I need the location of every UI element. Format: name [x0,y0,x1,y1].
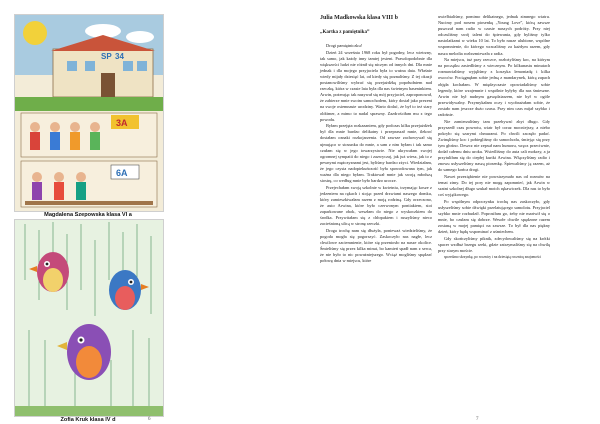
class-3a-label: 3A [116,118,128,128]
footnote: sprzedano skrzynkę, po rocznicy i na dziesiątą rocznicę znajomości [444,254,542,259]
text-column-1 [320,14,432,265]
drawing-2-caption: Zofia Kruk klasa IV d [60,417,116,423]
class-6a-label: 6A [116,168,128,178]
paragraph: Gdy skończyliśmy piknik, zdecydowaliśmy się na krótki spacer wzdłuż brzegu rzeki, gdzie zatrzymaliśmy się na chwilę przy starym moście. [438,235,550,254]
paragraph: Dzień 24 września 1968 roku był pogodny, lecz wietrzny, tak samo, jak każdy inny tamtej jesieni. Prawdopodobnie dla większości ludzi nie różnił się niczym od innych dni. Dla mnie jednak i dla mojego przyjaciela była to ważna data. Właśnie wtedy mijały dziesięć lat, od kiedy się poznaliśmy. Z tej okazji postanowiliśmy wybrać się przejażdżkę popołudniem nad rzeczkę, która w czasie lata była dla nas świetnym baseninkiem. Arwin, pożerając tak nazywał się mój przyjaciel, zaproponował, że zabierze mnie swoim samochodem, który dostał jako prezent na swoje osiemnaste urodziny. Warto dodać, że był to też stary oldtimer, a mimo to nadal sprawny. Zazdrościłam mu z tego powodu. [320,49,432,122]
number-label: 34 [115,52,124,61]
school-drawing-art [15,15,163,211]
paragraph: Droga trochę nam się dłużyła, ponieważ wiedzieliśmy, że pogoda mogła się pogorszyć. Zaskoczyło nas nagłe, lecz chwilowe zaciemnienie, które się przeniosło na nasze okolice. Śmieliśmy się przez kilka minut, bo kamień spadł nam z serca, że nie było to nic poważniejszego. Wciąż mogliśmy spędzać połowę dnia w miejscu, które [320,227,432,264]
greeting: Drogi pamiętniczku! [326,43,363,48]
drawing-1-caption: Magdalena Szepowska klasa VI a [44,212,132,218]
school-drawing [14,14,164,212]
page-number-right: 7 [476,417,479,422]
author-heading: Julia Madkowska klasa VIII b [320,15,398,21]
birds-drawing-art [15,220,163,416]
page-number-left: 6 [148,417,151,422]
paragraph: Po wspólnym odpoczynku trochę nas zaskoczyło, gdy usłyszeliśmy sobie dźwięki przelatującego samolotu. Przyjaciel szybko mnie rozbudził. Poprosiłam go, żeby nie martwił się o mnie, bo czułam się dobrze. Wesołe chwile spędzone razem zostaną w mojej pamięci na zawsze. To był dla nas piękny dzień, który będę wspominać z uśmiechem. [438,198,550,235]
right-page [300,0,600,424]
article-title: „Kartka z pamiętnika” [320,30,370,35]
birds-in-rain-drawing [14,219,164,417]
paragraph: Nawet przeziębienie nie powstrzymało nas od rozmów na temat zimy. Do tej pory nie mogę zapomnieć, jak Arwin w szatni szkolnej długo szukał moich rękawiczek. Dla nas to było coś wyjątkowego. [438,173,550,198]
paragraph: Nie zamierzaliśmy tam przebywać zbyt długo. Gdy przyszedł czas powrotu, wiatr był coraz mocniejszy, a niebo pokryło się szarymi chmurami. Po chwili zaczęło padać. Zwinęliśmy koc i pobiegliśmy do samochodu, śmiejąc się przy tym głośno. Deszcz nie zepsuł nam humoru, wręcz przeciwnie, dodał całemu dniu uroku. Wsiedliśmy do auta cali mokrzy, a ja przytuliłam się do ciepłej kurtki Arwina. Włączyliśmy radio i znowu usłyszeliśmy naszą piosenkę. Śpiewaliśmy ją razem, aż do samego końca drogi. [438,118,550,173]
text-column-2 [438,14,550,260]
paragraph: Przejechałam swoją szkolnie w kwietniu, trzymając kosze z jedzeniem na rękach i stojąc przed drzwiami naszego domku, który zamieszkiwałam razem z moją rodziną. Gdy orzeczono, że auto Arwina, które było czerwonym pontiakiem, stoi zaparkowane obok, weszłam do niego z wyskoczkiem do środka. Przywitałam się z chłopakiem i ruszyliśmy nieco zacieśnioną ulicą w stronę rzeczki. [320,184,432,227]
sp-label: SP [101,52,112,61]
paragraph: Na miejscu, tuż przy rzeczce, rozłożyliśmy koc, na którym na początku zasiedliśmy z wiecznym. Po kilkunastu minutach rozmawialiśmy wyjęliśmy z koszyka lemoniadę i kilka owoców. Pociągnęłam sobie jedną z mandarynek, którą zapach objęła kochałam. W międzyczasie opowiadaliśmy sobie legendy, które wzajemnie i wspólnie byłyby dla nas śmieszne. Arwin nie był nudnym gawędziarzem, nie był w ogóle przewidywalny. Przymykałam oczy i wyobrażałam sobie, że zostało nam jeszcze dużo czasu. Przy nim czas mijał szybko i radośnie. [438,57,550,117]
paragraph: uwielbialiśmy, pomimo delikatnego, jednak zimnego wiatru. Nucimy pod nosem piosenkę „Young Love”, którą zawsze puszczał nam radio w czasie naszych podróży. Przy niej odczuliśmy swój talent do śpiewania, gdy byliśmy tylko nastolatkami w wieku 10 lat. To było nasze ulubione, wspólne wspomnienie, do którego wracaliśmy za każdym razem, gdy nasza melodia rozbrzmiewała z radia. [438,14,550,56]
paragraph: Byłam przejęta rozkazaniem, gdy podczas kilku przejażdżek był dla mnie bardzo delikatny i przepraszał mnie, ilekroć dostałam oznaki rozkojarzenia. Od zawsze zachowywał się ujmująco w stosunku do mnie, a sam z nim byłam i tak samo czułam się w jego towarzystwie. Nie ukrywałam swojej ogromnej sympatii do niego i zazwyczaj, jak już wiesz, jak to z pewnymi mężczyznami jest, byliśmy bardzo zżyci. Wiedziałam, że jego czysta nadopiekuńczość była spowodowana tym, jak ważna dla niego byłam. Traktował mnie jak swoją młodszą siostrę, co według mnie było bardzo urocze. [320,123,432,184]
